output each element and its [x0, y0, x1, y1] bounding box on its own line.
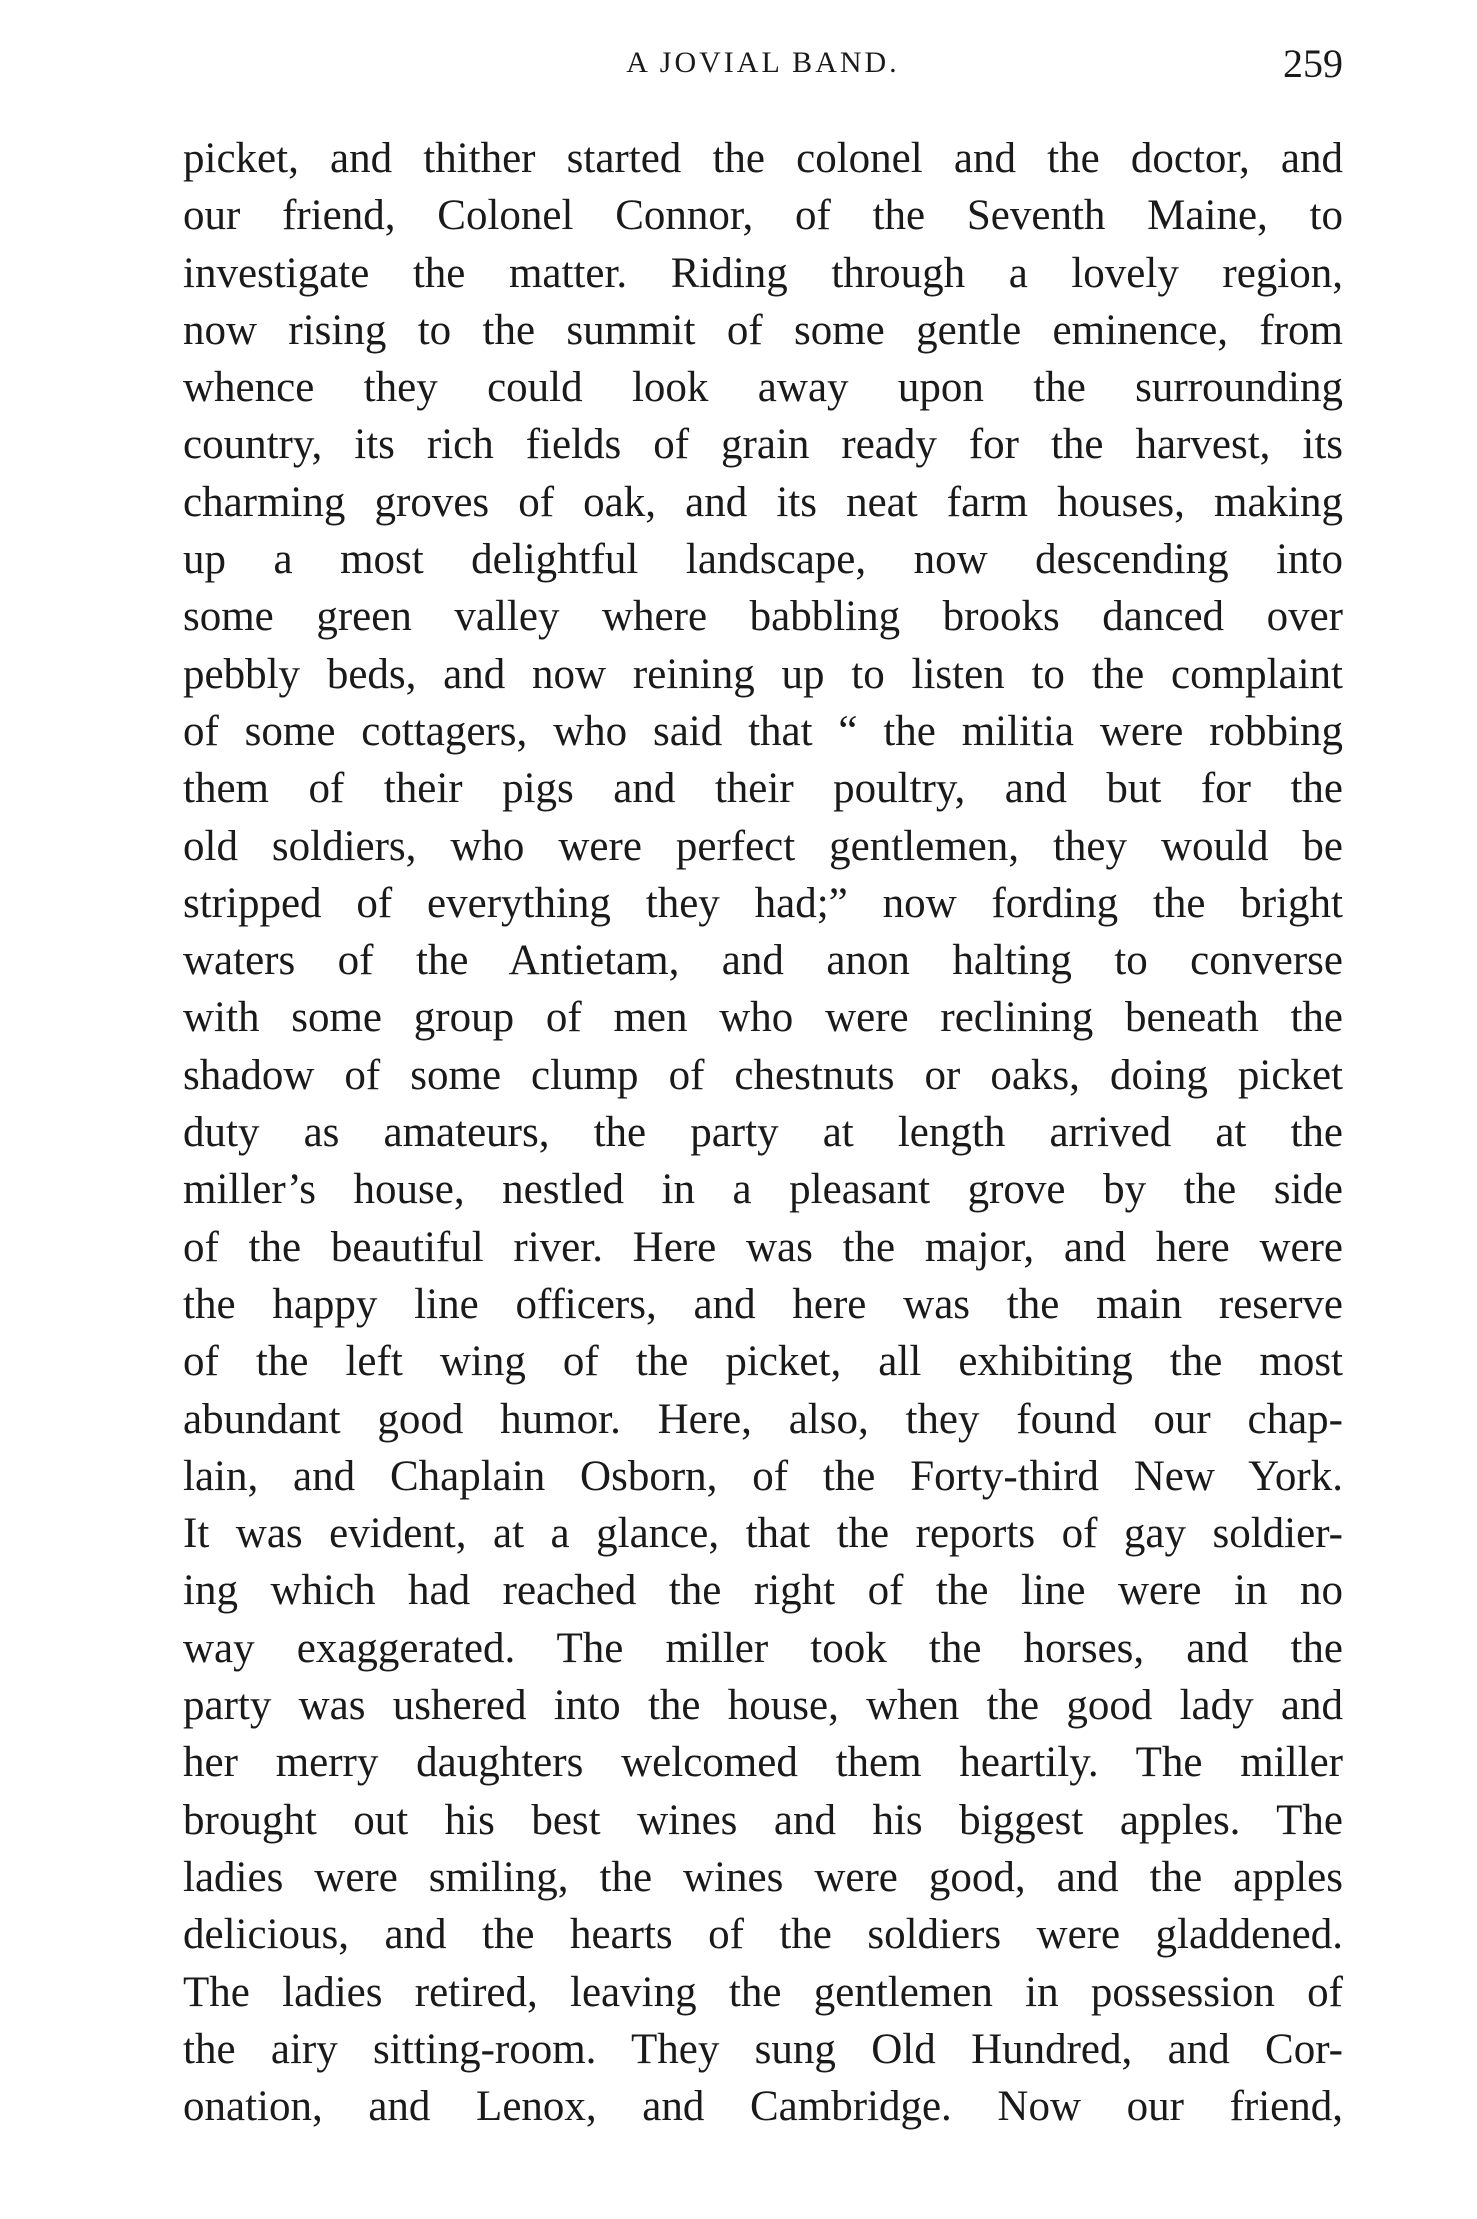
- text-line: The ladies retired, leaving the gentlemen in possession of: [183, 1968, 1343, 2016]
- text-line: our friend, Colonel Connor, of the Seventh Maine, to: [183, 192, 1343, 240]
- text-line: way exaggerated. The miller took the horses, and the: [183, 1624, 1343, 1672]
- text-line: up a most delightful landscape, now descending into: [183, 536, 1343, 584]
- text-line: of the left wing of the picket, all exhibiting the most: [183, 1338, 1343, 1386]
- page-header: [183, 40, 1343, 86]
- text-line: her merry daughters welcomed them heartily. The miller: [183, 1739, 1343, 1787]
- text-line: miller’s house, nestled in a pleasant grove by the side: [183, 1166, 1343, 1214]
- text-line: them of their pigs and their poultry, and but for the: [183, 765, 1343, 813]
- text-line: the happy line officers, and here was the main reserve: [183, 1280, 1343, 1328]
- text-line: abundant good humor. Here, also, they found our chap-: [183, 1395, 1343, 1443]
- text-line: waters of the Antietam, and anon halting to converse: [183, 937, 1343, 985]
- text-line: of the beautiful river. Here was the major, and here were: [183, 1223, 1343, 1271]
- text-line: onation, and Lenox, and Cambridge. Now our friend,: [183, 2083, 1343, 2131]
- text-line: picket, and thither started the colonel and the doctor, and: [183, 135, 1343, 182]
- text-line: duty as amateurs, the party at length arrived at the: [183, 1109, 1343, 1157]
- text-line: lain, and Chaplain Osborn, of the Forty-third New York.: [183, 1452, 1343, 1500]
- text-line: shadow of some clump of chestnuts or oaks, doing picket: [183, 1051, 1343, 1099]
- text-line: It was evident, at a glance, that the reports of gay soldier-: [183, 1510, 1343, 1558]
- text-line: ladies were smiling, the wines were good, and the apples: [183, 1853, 1343, 1901]
- text-line: with some group of men who were reclining beneath the: [183, 994, 1343, 1042]
- text-line: ing which had reached the right of the line were in no: [183, 1567, 1343, 1615]
- text-line: charming groves of oak, and its neat farm houses, making: [183, 478, 1343, 526]
- text-line: old soldiers, who were perfect gentlemen, they would be: [183, 822, 1343, 870]
- page-number: 259: [1283, 41, 1343, 86]
- text-line: investigate the matter. Riding through a lovely region,: [183, 249, 1343, 297]
- text-line: delicious, and the hearts of the soldiers were gladdened.: [183, 1911, 1343, 1959]
- text-line: the airy sitting-room. They sung Old Hundred, and Cor-: [183, 2025, 1343, 2073]
- text-line: brought out his best wines and his biggest apples. The: [183, 1796, 1343, 1844]
- text-line: whence they could look away upon the surrounding: [183, 364, 1343, 412]
- text-line: country, its rich fields of grain ready for the harvest, its: [183, 421, 1343, 469]
- text-line: now rising to the summit of some gentle eminence, from: [183, 306, 1343, 354]
- text-line: pebbly beds, and now reining up to listen to the complaint: [183, 650, 1343, 698]
- running-title: A JOVIAL BAND.: [626, 46, 900, 79]
- text-line: of some cottagers, who said that “ the militia were robbing: [183, 707, 1343, 755]
- text-line: some green valley where babbling brooks danced over: [183, 593, 1343, 641]
- body-text: [183, 130, 1343, 2135]
- text-line: party was ushered into the house, when the good lady and: [183, 1682, 1343, 1730]
- text-line: stripped of everything they had;” now fording the bright: [183, 879, 1343, 927]
